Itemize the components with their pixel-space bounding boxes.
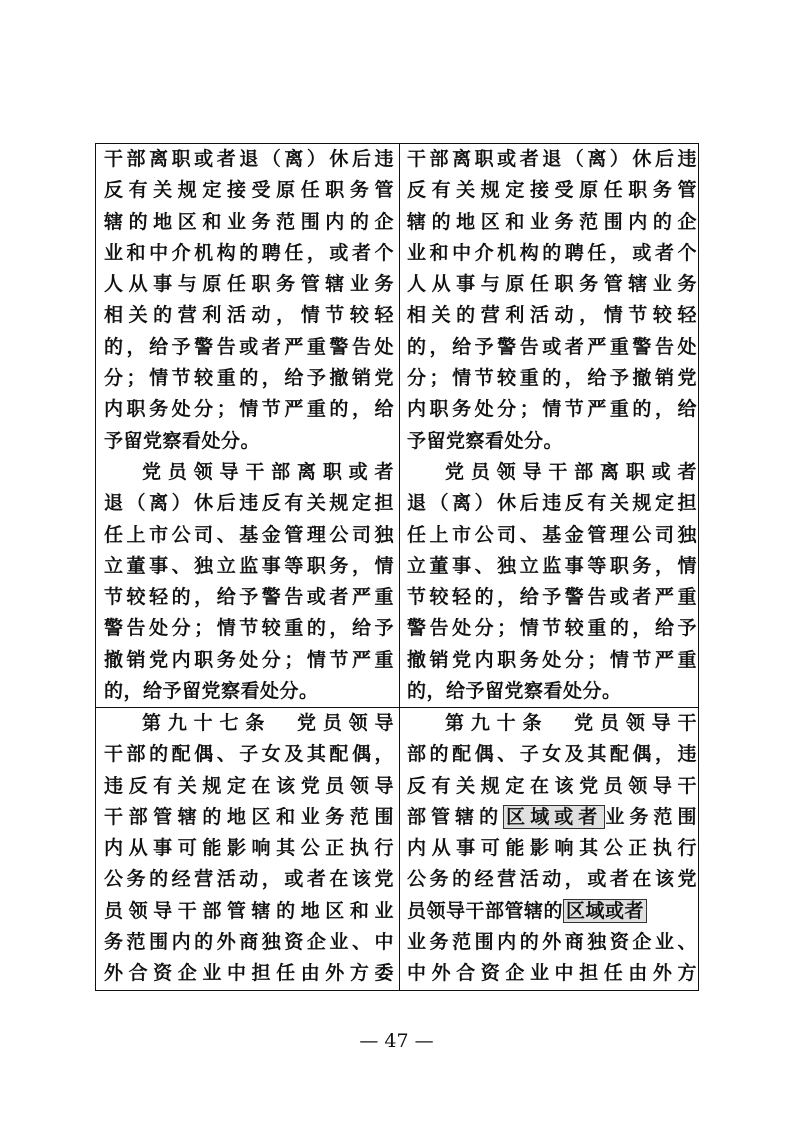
text-line [104, 896, 394, 927]
text-line: 人从事与原任职务管辖业务 [104, 273, 394, 296]
text-line: 业和中介机构的聘任，或者个 [104, 241, 394, 264]
text-line: 退（离）休后违反有关规定担 [104, 492, 394, 515]
text-line: 务范围内的外商独资企业、中 [104, 931, 394, 954]
text-line: 反有关规定接受原任职务管 [407, 179, 697, 202]
text-segment: 员领导干部管辖的 [407, 899, 564, 922]
text-line: 予留党察看处分。 [407, 429, 564, 452]
cell-top-right [407, 144, 697, 707]
text-line: 业务范围内的外商独资企业、 [407, 931, 697, 954]
text-line: 的，给予留党察看处分。 [104, 680, 319, 703]
text-line: 分；情节较重的，给予撤销党 [407, 367, 697, 390]
text-line: 任上市公司、基金管理公司独 [407, 523, 697, 546]
text-segment: 干部管辖的 [104, 805, 227, 828]
text-line: 辖的地区和业务范围内的企 [104, 210, 394, 233]
text-segment: 业务范围 [300, 805, 394, 828]
text-line: 立董事、独立监事等职务，情 [104, 554, 394, 577]
text-line: 内从事可能影响其公正执行 [407, 837, 697, 860]
highlighted-change: 区域或者 [503, 805, 605, 829]
text-line: 予留党察看处分。 [104, 429, 261, 452]
text-line: 业和中介机构的聘任，或者个 [407, 241, 697, 264]
text-line: 辖的地区和业务范围内的企 [407, 210, 697, 233]
text-line: 反有关规定在该党员领导干 [407, 774, 697, 797]
emphasized-term: 地区和 [226, 805, 301, 828]
text-line: 撤销党内职务处分；情节严重 [104, 648, 394, 671]
text-line: 的，给予留党察看处分。 [407, 680, 622, 703]
cell-bottom-right [407, 708, 697, 990]
text-line [104, 802, 394, 833]
text-line: 部的配偶、子女及其配偶，违 [407, 743, 697, 766]
text-line: 节较轻的，给予警告或者严重 [104, 586, 394, 609]
text-line: 公务的经营活动，或者在该党 [407, 868, 697, 891]
text-line: 相关的营利活动，情节较轻 [104, 304, 394, 327]
article-number-emphasis: 七 [219, 712, 246, 734]
text-line: 警告处分；情节较重的，给予 [407, 617, 697, 640]
highlighted-change: 区域或者 [563, 899, 647, 923]
article-heading-rest: 条 党员领导 [245, 712, 394, 734]
text-segment: 部管辖的 [407, 805, 504, 828]
text-line: 中外合资企业中担任由外方 [407, 962, 697, 985]
text-line: 外合资企业中担任由外方委 [104, 962, 394, 985]
article-heading-line: 第九十条 党员领导干 [445, 712, 697, 734]
emphasized-term: 地区和 [300, 899, 375, 922]
text-line: 相关的营利活动，情节较轻 [407, 304, 697, 327]
text-line: 干部的配偶、子女及其配偶， [104, 743, 394, 766]
text-line: 退（离）休后违反有关规定担 [407, 492, 697, 515]
text-line: 的，给予警告或者严重警告处 [104, 335, 394, 358]
article-heading-line [104, 708, 394, 739]
text-line: 反有关规定接受原任职务管 [104, 179, 394, 202]
text-segment: 业务范围 [605, 805, 697, 828]
text-line: 内从事可能影响其公正执行 [104, 837, 394, 860]
text-line: 干部离职或者退（离）休后违 [104, 148, 394, 170]
text-line: 干部离职或者退（离）休后违 [407, 148, 697, 170]
cell-bottom-left [104, 708, 394, 990]
article-number-prefix: 第九十 [142, 712, 220, 734]
text-line: 的，给予警告或者严重警告处 [407, 335, 697, 358]
cell-top-left [104, 144, 394, 707]
text-line: 立董事、独立监事等职务，情 [407, 554, 697, 577]
page-number: — 47 — [359, 1030, 434, 1052]
text-line: 节较轻的，给予警告或者严重 [407, 586, 697, 609]
text-line: 人从事与原任职务管辖业务 [407, 273, 697, 296]
text-line [407, 802, 697, 833]
text-line: 撤销党内职务处分；情节严重 [407, 648, 697, 671]
column-divider [399, 144, 400, 990]
text-line: 党员领导干部离职或者 [142, 460, 394, 483]
text-segment: 员领导干部管辖的 [104, 899, 301, 922]
text-line: 内职务处分；情节严重的，给 [407, 398, 697, 421]
text-line: 分；情节较重的，给予撤销党 [104, 367, 394, 390]
text-line: 任上市公司、基金管理公司独 [104, 523, 394, 546]
text-line: 内职务处分；情节严重的，给 [104, 398, 394, 421]
text-line: 警告处分；情节较重的，给予 [104, 617, 394, 640]
text-line [407, 896, 697, 927]
text-line: 公务的经营活动，或者在该党 [104, 868, 394, 891]
text-line: 违反有关规定在该党员领导 [104, 774, 394, 797]
text-line: 党员领导干部离职或者 [445, 460, 697, 483]
comparison-table [95, 143, 699, 991]
text-segment: 业 [374, 899, 394, 922]
